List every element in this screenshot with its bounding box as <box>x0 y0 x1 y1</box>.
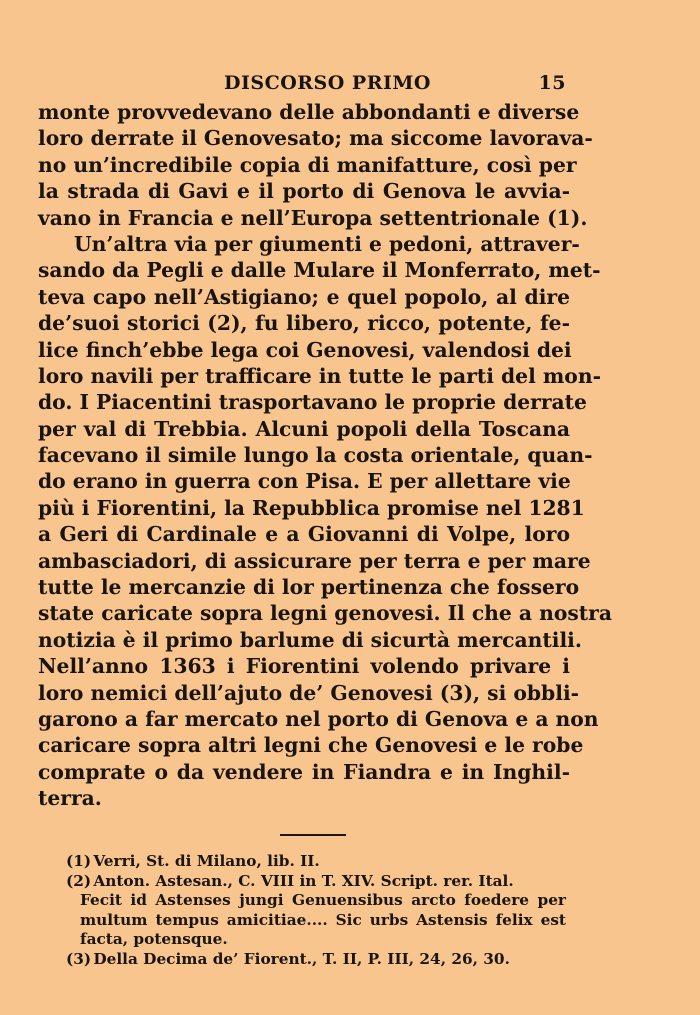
footnote-2 <box>66 872 566 892</box>
page-number: 15 <box>538 72 566 94</box>
text-line: state caricate sopra legni genovesi. Il che a nostra <box>38 601 612 626</box>
text-line: ambasciadori, di assicurare per terra e per mare <box>38 548 591 573</box>
text-line: la strada di Gavi e il porto di Genova le avvia- <box>38 179 570 204</box>
text-line: lice finch’ebbe lega coi Genovesi, valendosi dei <box>38 337 572 362</box>
text-line: a Geri di Cardinale e a Giovanni di Volpe, loro <box>38 522 570 547</box>
text-line: monte provvedevano delle abbondanti e diverse <box>38 100 580 124</box>
text-line: per val di Trebbia. Alcuni popoli della Toscana <box>38 416 570 441</box>
text-line: caricare sopra altri legni che Genovesi e le robe <box>38 733 584 758</box>
paragraph-start-line: Un’altra via per giumenti e pedoni, attraver- <box>74 231 580 256</box>
text-line: notizia è il primo barlume di sicurtà mercantili. <box>38 627 582 652</box>
footnote-divider <box>280 834 346 836</box>
footnote-number: (3) <box>66 949 92 968</box>
footnote-quote-line: facta, potensque. <box>80 930 228 949</box>
footnote-number: (2) <box>66 871 92 890</box>
text-line: Nell’anno 1363 i Fiorentini volendo privare i <box>38 654 570 679</box>
footnote-quote-line: Fecit id Astenses jungi Genuensibus arcto foedere per <box>80 891 566 910</box>
footnote-text: Anton. Astesan., C. VIII in T. XIV. Script. rer. Ital. <box>93 871 514 890</box>
text-line: de’suoi storici (2), fu libero, ricco, potente, fe- <box>38 311 570 336</box>
footnote-quote-line: multum tempus amicitiae.... Sic urbs Astensis felix est <box>80 910 566 929</box>
text-line: loro nemici dell’ajuto de’ Genovesi (3), si obbli- <box>38 680 580 705</box>
text-line: vano in Francia e nell’Europa settentrionale (1). <box>38 205 588 230</box>
text-line: tutte le mercanzie di lor pertinenza che fossero <box>38 575 580 600</box>
text-line: do. I Piacentini trasportavano le proprie derrate <box>38 390 587 415</box>
text-line: garono a far mercato nel porto di Genova e a non <box>38 706 599 731</box>
running-header <box>38 72 570 96</box>
footnote-1 <box>66 852 566 872</box>
text-line: facevano il simile lungo la costa orientale, quan- <box>38 443 593 468</box>
text-line: sando da Pegli e dalle Mulare il Monferrato, met- <box>38 258 601 283</box>
text-line: più i Fiorentini, la Repubblica promise nel 1281 <box>38 495 585 520</box>
text-line: comprate o da vendere in Fiandra e in Inghil- <box>38 759 570 784</box>
footnotes <box>66 852 566 970</box>
text-line: terra. <box>38 786 102 811</box>
text-line: loro navili per trafficare in tutte le parti del mon- <box>38 363 602 388</box>
text-line: no un’incredibile copia di manifatture, così per <box>38 152 577 177</box>
footnote-number: (1) <box>66 852 92 870</box>
text-line: do erano in guerra con Pisa. E per allettare vie <box>38 469 571 494</box>
text-line: teva capo nell’Astigiano; e quel popolo, al dire <box>38 284 570 309</box>
text-line: loro derrate il Genovesato; ma siccome lavorava- <box>38 126 593 151</box>
footnote-text: Verri, St. di Milano, lib. II. <box>93 852 320 870</box>
chapter-title: DISCORSO PRIMO <box>224 72 431 94</box>
main-text <box>38 99 612 812</box>
footnote-text: Della Decima de’ Fiorent., T. II, P. III, 24, 26, 30. <box>93 949 510 968</box>
footnote-3 <box>66 950 566 970</box>
